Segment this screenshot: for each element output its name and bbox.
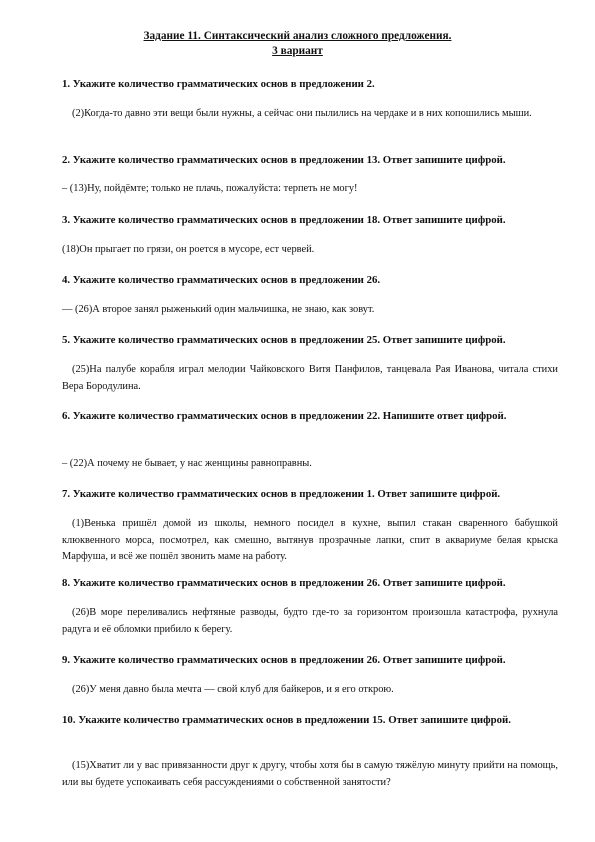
sentence-10: (15)Хватит ли у вас привязанности друг к другу, чтобы хотя бы в самую тяжёлую минуту прийти на помощь, или вы будете успокаивать себя рассуждениями о собственной занятости? [62,760,558,788]
question-4: 4. Укажите количество грамматических основ в предложении 26. [62,274,381,286]
page-subtitle: 3 вариант [272,45,323,57]
sentence-4: — (26)А второе занял рыженький один мальчишка, не знаю, как зовут. [62,304,375,315]
question-7: 7. Укажите количество грамматических основ в предложении 1. Ответ запишите цифрой. [62,488,501,500]
question-6: 6. Укажите количество грамматических основ в предложении 22. Напишите ответ цифрой. [62,410,507,422]
question-5: 5. Укажите количество грамматических основ в предложении 25. Ответ запишите цифрой. [62,334,506,346]
sentence-6: – (22)А почему не бывает, у нас женщины равноправны. [62,458,312,469]
question-1: 1. Укажите количество грамматических основ в предложении 2. [62,78,375,90]
sentence-1: (2)Когда-то давно эти вещи были нужны, а сейчас они пылились на чердаке и в них копошились мыши. [72,108,532,119]
sentence-3: (18)Он прыгает по грязи, он роется в мусоре, ест червей. [62,244,315,255]
question-3: 3. Укажите количество грамматических основ в предложении 18. Ответ запишите цифрой. [62,214,506,226]
sentence-2: – (13)Ну, пойдёмте; только не плачь, пожалуйста: терпеть не могу! [62,183,358,194]
question-8: 8. Укажите количество грамматических основ в предложении 26. Ответ запишите цифрой. [62,577,506,589]
sentence-5: (25)На палубе корабля играл мелодии Чайковского Витя Панфилов, танцевала Рая Иванова, читала стихи Вера Бородулина. [62,364,558,392]
question-2: 2. Укажите количество грамматических основ в предложении 13. Ответ запишите цифрой. [62,154,506,166]
question-10: 10. Укажите количество грамматических основ в предложении 15. Ответ запишите цифрой. [62,714,511,726]
sentence-9: (26)У меня давно была мечта — свой клуб для байкеров, и я его открою. [72,684,394,695]
sentence-8: (26)В море переливались нефтяные разводы, будто где-то за горизонтом произошла катастрофа, рухнула радуга и её обломки прибило к берегу. [62,607,558,635]
sentence-7: (1)Венька пришёл домой из школы, немного посидел в кухне, выпил стакан сваренного бабушкой клюквенного морса, посмотрел, как смешно, вытянув прозрачные лапки, спит в аквариуме белая крыска Марфуша, и всё же пошёл звонить маме на работу. [62,518,558,562]
page-title: Задание 11. Синтаксический анализ сложного предложения. [143,30,452,42]
question-9: 9. Укажите количество грамматических основ в предложении 26. Ответ запишите цифрой. [62,654,506,666]
